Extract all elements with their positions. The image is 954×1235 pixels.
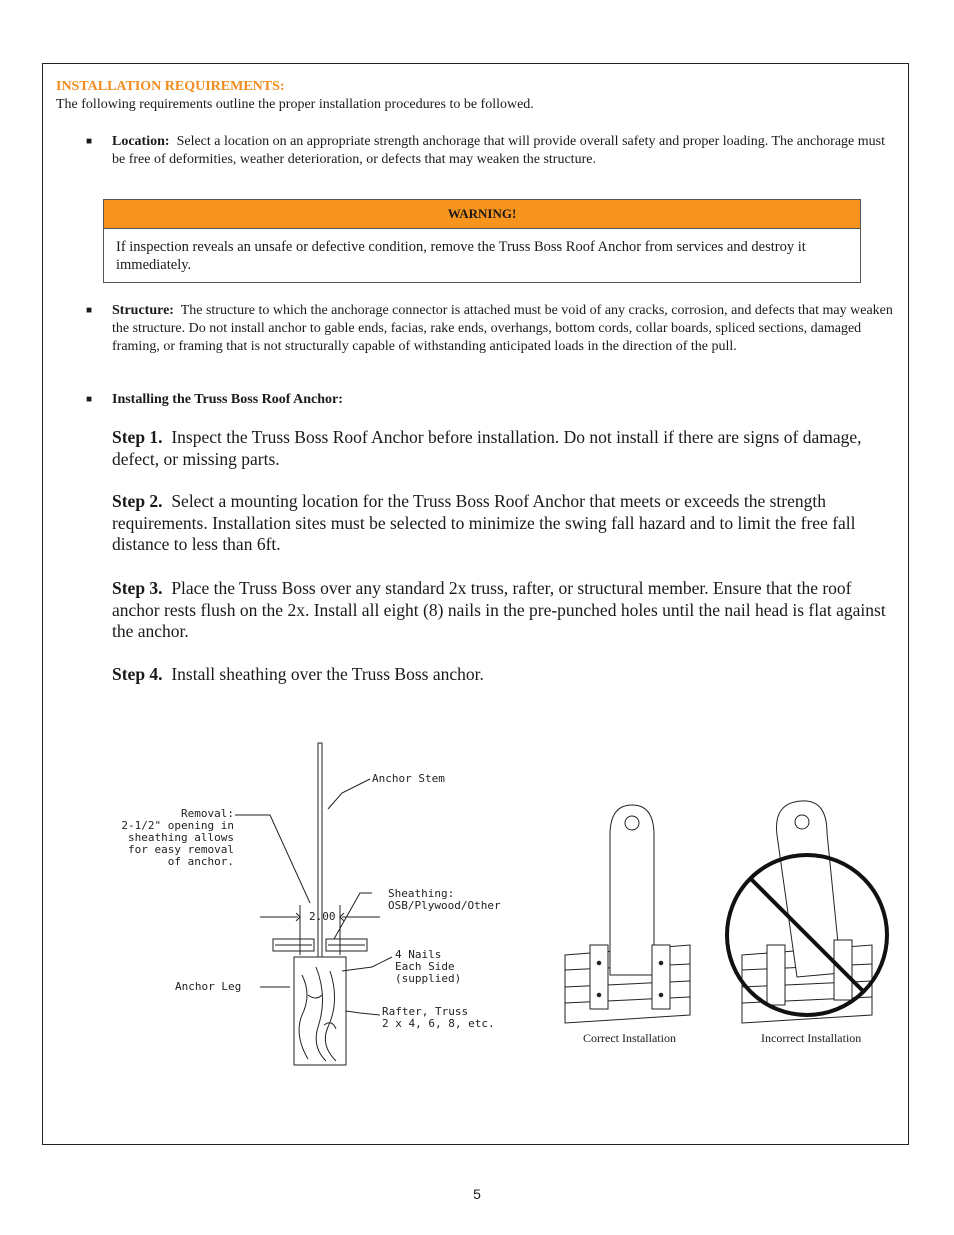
step-3: [112, 578, 902, 643]
step-2: [112, 491, 902, 556]
installing-bullet: [86, 391, 812, 409]
bullet-square-icon: ■: [86, 305, 93, 316]
nails-line-1: 4 Nails: [395, 948, 442, 961]
warning-text: If inspection reveals an unsafe or defective condition, remove the Truss Boss Roof Anchor from services and destroy it immediately.: [116, 239, 806, 273]
warning-box: [103, 199, 861, 283]
step-1: [112, 427, 902, 470]
step-label: Step 3.: [112, 578, 163, 598]
nails-line-2: Each Side: [395, 960, 455, 973]
incorrect-installation-illustration: [722, 790, 898, 1030]
location-label: Location:: [112, 134, 170, 149]
step-label: Step 1.: [112, 427, 163, 447]
step-text: Inspect the Truss Boss Roof Anchor before installation. Do not install if there are signs of damage, defect, or missing parts.: [112, 427, 862, 469]
step-text: Select a mounting location for the Truss Boss Roof Anchor that meets or exceeds the strength requirements. Installation sites must be selected to minimize the swing fall hazard and to limit the free fall distance to less than 6ft.: [112, 491, 856, 554]
warning-title: WARNING!: [104, 200, 860, 229]
bullet-square-icon: ■: [86, 136, 93, 147]
step-label: Step 4.: [112, 664, 163, 684]
sheathing-line-2: OSB/Plywood/Other: [388, 899, 501, 912]
anchor-cross-section-diagram: [110, 735, 510, 1075]
step-text: Install sheathing over the Truss Boss anchor.: [171, 664, 484, 684]
step-label: Step 2.: [112, 491, 163, 511]
removal-line-1: Removal:: [181, 807, 234, 820]
anchor-stem-label: Anchor Stem: [372, 772, 445, 785]
bullet-square-icon: ■: [86, 394, 93, 405]
intro-text: The following requirements outline the proper installation procedures to be followed.: [56, 97, 534, 112]
structure-bullet: [86, 302, 902, 356]
step-text: Place the Truss Boss over any standard 2x truss, rafter, or structural member. Ensure that the roof anchor rests flush on the 2x. Install all eight (8) nails in the pre-punched holes until the nail head is flat against the anchor.: [112, 578, 886, 641]
correct-installation-illustration: [560, 795, 700, 1025]
page-number: 5: [473, 1186, 481, 1202]
structure-text: The structure to which the anchorage connector is attached must be void of any cracks, corrosion, and defects that may weaken the structure. Do not install anchor to gable ends, facias, rake ends, overhangs, bottom cords, collar boards, spliced sections, damaged framing, or framing that is not structurally capable of withstanding anticipated loads in the direction of the pull.: [112, 303, 893, 354]
rafter-line-1: Rafter, Truss: [382, 1005, 469, 1018]
dimension-label: 2.00: [309, 910, 336, 923]
removal-line-5: of anchor.: [167, 855, 234, 868]
rafter-line-2: 2 x 4, 6, 8, etc.: [382, 1017, 495, 1030]
caption-incorrect: Incorrect Installation: [761, 1031, 862, 1045]
removal-line-4: for easy removal: [128, 843, 234, 856]
section-title: INSTALLATION REQUIREMENTS:: [56, 79, 285, 94]
installing-label: Installing the Truss Boss Roof Anchor:: [112, 392, 343, 407]
caption-correct: Correct Installation: [583, 1031, 676, 1045]
anchor-leg-label: Anchor Leg: [175, 980, 242, 993]
location-text: Select a location on an appropriate strength anchorage that will provide overall safety and proper loading. The anchorage must be free of deformities, weather deterioration, or defects that may weaken the structure.: [112, 134, 885, 167]
step-4: [112, 664, 902, 686]
sheathing-line-1: Sheathing:: [388, 887, 455, 900]
removal-line-3: sheathing allows: [128, 831, 234, 844]
nails-line-3: (supplied): [395, 972, 462, 985]
location-bullet: [86, 133, 897, 169]
structure-label: Structure:: [112, 303, 174, 318]
removal-line-2: 2-1/2" opening in: [121, 819, 234, 832]
